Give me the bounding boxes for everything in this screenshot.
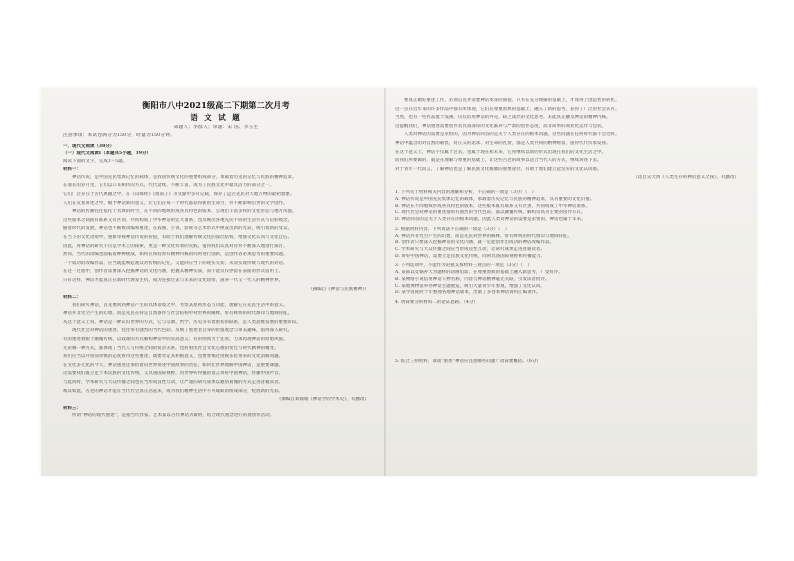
question-option: A. 某部以女娲补天为题材的动画电影，在尊重原典的基础上融入新思考，广受好评。 bbox=[395, 270, 563, 276]
question-option: B. 某网络小说借用神话人物名称，内容与神话精神毫无关联，引发读者批评。 bbox=[395, 277, 550, 282]
question-option: C. 学术研究与大众传播之间应当形成良性互动，让研究成果走进普通读者。 bbox=[395, 247, 545, 252]
left-text-line: 在这一过程中，创作者需要深入挖掘神话的文化内涵，把握其精神实质，而不能仅仅停留在表面的形式借用上。 bbox=[63, 269, 284, 275]
left-text-line: 人们在反复讲述之中，赋予神话新的意义，让它们在每一个时代都获得新的生命力，并不断影响后世的文学创作。 bbox=[63, 200, 288, 206]
question-option: C. 现代社会对神话的重述都带有强烈的当代色彩，都以颠覆传统、解构崇高为主要的创作方式。 bbox=[395, 210, 586, 216]
exam-subtitle: 语 文 试 题 bbox=[190, 113, 242, 122]
left-text-line: 神话传说，是中国先民集体记忆的载体，是我国传统文化的重要组成部分，承载着历史的记忆与民族的精神追求。 bbox=[63, 174, 297, 180]
left-text-line: 神话的传播往往依托于具体的时空，在不同的地域形成各具特色的版本，呈现出丰富多样的文化形态与地方风貌。 bbox=[63, 209, 297, 215]
left-text-line: 只有这样，神话才能真正在新时代焕发生机，成为连接过去与未来的文化纽带，滋养一代又一代人的精神世界。 bbox=[63, 278, 284, 283]
right-page bbox=[395, 88, 739, 476]
left-text-line: 阅读下面的文字，完成1～5题。 bbox=[63, 158, 128, 164]
left-text-line: 材料三： bbox=[63, 405, 81, 411]
question-option: D. 某学者耗时十年整理各地神话版本，出版了多卷本神话资料汇编著作。 bbox=[395, 290, 541, 296]
question-option: D. 讲好中国神话，需要立足民族文化传统，同时具备国际视野和传播能力。 bbox=[395, 253, 546, 259]
left-text-line: 它们广泛存在于古代典籍之中，在《山海经》《淮南子》等文献中多有记载，保存了远古先民对天地万物的最初想象。 bbox=[63, 192, 295, 197]
left-text-line: 这需要我们既立足于本民族的文化传统，又具备国际视野，用世界听得懂的语言讲好中国神话，传播中国声音。 bbox=[63, 371, 284, 377]
left-text-line: 这些版本之间既有联系又有区别，共同构成了中华神话的宏大谱系，也反映出各地先民不同的生活方式与信仰观念。 bbox=[63, 217, 293, 223]
left-text-line: 无论哪一种方式，都体现了当代人与传统之间的复杂关系，也折射出社会文化心理的变迁与时代精神的嬗变。 bbox=[63, 345, 279, 351]
left-text-line: （一）现代文阅读Ⅰ（本题共5小题，19分） bbox=[63, 151, 151, 157]
left-text-line: 我们研究神话，首先要回到神话产生的具体语境之中，考察其原初形态与功能，理解它在先民生活中的意义。 bbox=[63, 302, 288, 308]
left-text-line: 唯其如此，古老的神话才能在当代社会真正活起来，成为我们精神生活中不可或缺的组成部分，绽放新的光彩。 bbox=[63, 388, 284, 394]
left-text-line: 一个成功的改编作品，应当既能唤起观众对传统的记忆，又能回应当下的现实关切，从而实现传统与现代的对话。 bbox=[63, 260, 288, 266]
right-text-line: 要真正做好重述工作，必须首先弄清楚神话本身的面貌，只有在充分理解的基础上，才谈得上创造性的转化。 bbox=[395, 98, 620, 103]
left-text-line: 材料二： bbox=[63, 295, 81, 301]
left-text-line: 与此同时，学术研究与大众传播之间也应当形成良性互动，让严谨的研究成果以通俗易懂的方式走进普通读者。 bbox=[63, 380, 284, 385]
right-text-line: 人类对神话的需要是永恒的，因为神话回答的是关于人类存在的根本问题，这些问题在任何时代都不会过时。 bbox=[395, 132, 620, 138]
exam-paper-photo bbox=[41, 88, 757, 476]
left-text-line: 从这个意义上说，神话是一种认识世界的方式，它与宗教、哲学、历史等有着密切的联系，是人类思维发展的重要阶段。 bbox=[63, 319, 302, 325]
question-stem: 5. 结合三则材料，谈谈“重述”神话应注意哪些问题？请简要概括。（6分） bbox=[395, 359, 541, 364]
left-page bbox=[63, 88, 369, 476]
left-text-line: 随着时代的发展，神话也不断被改编和重述，在戏曲、小说、影视等艺术形式中焕发出新的光彩，吸引着新的受众。 bbox=[63, 226, 293, 232]
right-text-line: 当然，也有一些作品流于浅薄，仅仅借用神话的外壳，缺乏深层的文化思考，未能真正触及神话的精神内核。 bbox=[395, 115, 611, 121]
question-option: B. 神话在不同地域形成各具特色的版本，这些版本既有联系又有区别，共同构成了中华神话谱系。 bbox=[395, 203, 590, 209]
page-fold bbox=[384, 88, 386, 476]
left-text-line: 在漫长的岁月里，它们以口耳相传的方式，代代延续，不断丰富，成为了民族文化中最具活力的部分之一。 bbox=[63, 183, 275, 189]
left-text-line: 材料一： bbox=[63, 167, 81, 173]
left-text-line: 神话并非凭空产生的幻想，而是先民在特定自然条件与社会结构中对世界的解释，带有鲜明的时代烙印与地域特征。 bbox=[63, 311, 293, 317]
left-text-line: 然而，当代的改编也面临着种种挑战，如何在保持原有精神内核的同时进行创新，是创作者必须思考的重要问题。 bbox=[63, 252, 288, 258]
exam-staff: 命题人：李群人；审题：宋 茵、李玉生 bbox=[173, 125, 259, 130]
question-option: C. 某地博物馆举办神话主题展览，吸引大量青少年参观，增强了文化认同。 bbox=[395, 283, 545, 289]
right-text-line: 这一点在近年来的许多作品中都有所体现，它们在尊重原典的基础上，融入了新的思考，获得了广泛的社会认可。 bbox=[395, 106, 620, 112]
question-option: A. 神话并非凭空产生的幻想，而是先民对世界的解释，带有鲜明的时代烙印与地域特征。 bbox=[395, 233, 572, 239]
left-text-line: （摘编自《神话与民族精神》） bbox=[308, 286, 369, 292]
right-text-line: 这提醒我们，神话重述需要创作者具备深厚的文化素养与严肃的创作态度，而非简单的商业化运作与包装。 bbox=[395, 123, 607, 129]
left-text-line: 因此，对神话的研究不仅是学术上的探索，更是一种文化传承的实践，值得我们认真对待并不断深入地进行探讨。 bbox=[63, 243, 288, 249]
question-stem: 4. 请简要分析材料二的论证思路。（4分） bbox=[395, 299, 478, 305]
left-text-line: 一、现代文阅读（38分） bbox=[63, 144, 115, 149]
question-stem: 1. 下列关于材料相关内容的理解和分析，不正确的一项是（3分）（ ） bbox=[395, 190, 537, 195]
left-text-line: 在文化多元化的今天，神话重述还承担着向世界讲述中国故事的责任，如何让世界理解中国神话，是重要课题。 bbox=[63, 362, 284, 368]
right-text-line: 对于青年一代而言，了解神话也是了解民族文化根脉的重要途径，有助于他们建立起坚实的文化认同感。 bbox=[395, 166, 602, 172]
question-stem: 3. 下列选项中，不能作为论据支撑材料三观点的一项是（3分）（ ） bbox=[395, 263, 532, 269]
question-stem: 2. 根据材料内容，下列说法不正确的一项是（3分）（ ） bbox=[395, 226, 510, 232]
left-text-line: 所谓“神话的现代重述”，是指当代作家、艺术家以古代神话为素材，结合现代观念进行的再创作活动。 bbox=[63, 413, 275, 419]
right-text-line: 在这个意义上，神话不仅属于过去，也属于现在和未来，它将继续以新的形式出现在我们的文化生活之中。 bbox=[395, 149, 607, 155]
exam-notice: 注意事项：本试卷满分为150分，时量为150分钟。 bbox=[63, 133, 175, 138]
exam-title: 衡阳市八中2021级高二下期第二次月考 bbox=[142, 100, 290, 110]
right-text-line: 而我们所要做的，就是在理解与尊重的基础上，让这些古老的故事以适合当代人的方式，继续讲述下去。 bbox=[395, 158, 602, 164]
question-option: B. 创作者只要深入挖掘神话的文化内涵，就一定能创作出成功的神话改编作品。 bbox=[395, 240, 555, 246]
right-text-line: 神话中蕴含的对自然的敬畏、对正义的追求、对生命的礼赞，都是人类共同的精神财富，值得代代传承发扬。 bbox=[395, 141, 611, 146]
left-text-line: 现代社会对神话的重述，往往带有强烈的当代色彩，反映了重述者自身的价值观念与审美趣味，值得深入研究。 bbox=[63, 328, 293, 334]
right-text-line: （选自吴大禹《人类生存的神话意义之探》，有删改） bbox=[633, 175, 739, 181]
left-text-line: 我们应当以开放而审慎的态度看待这些重述，既要肯定其积极意义，也要警惕过度娱乐化带来的文化消解问题。 bbox=[63, 354, 284, 360]
left-text-line: 有的重述着眼于颠覆传统，以戏谑的方式解构神话中的崇高意义；有的则致力于还原，力求再现神话的原始风貌。 bbox=[63, 337, 288, 342]
left-text-line: 在当下的文化语境中，重新审视神话传说的价值，有助于我们理解传统文化的深层结构，增强文化认同与文化自信。 bbox=[63, 235, 293, 240]
question-option: D. 神话回答的是关于人类存在的根本问题，因此人类对神话的需要是永恒的，神话也属于未来。 bbox=[395, 217, 586, 222]
left-text-line: （摘编自刘锡诚《神话学的学术史》，有删改） bbox=[276, 397, 369, 403]
question-option: A. 神话传说是中国先民集体记忆的载体，承载着历史记忆与民族的精神追求，具有重要的文化价值。 bbox=[395, 197, 595, 203]
